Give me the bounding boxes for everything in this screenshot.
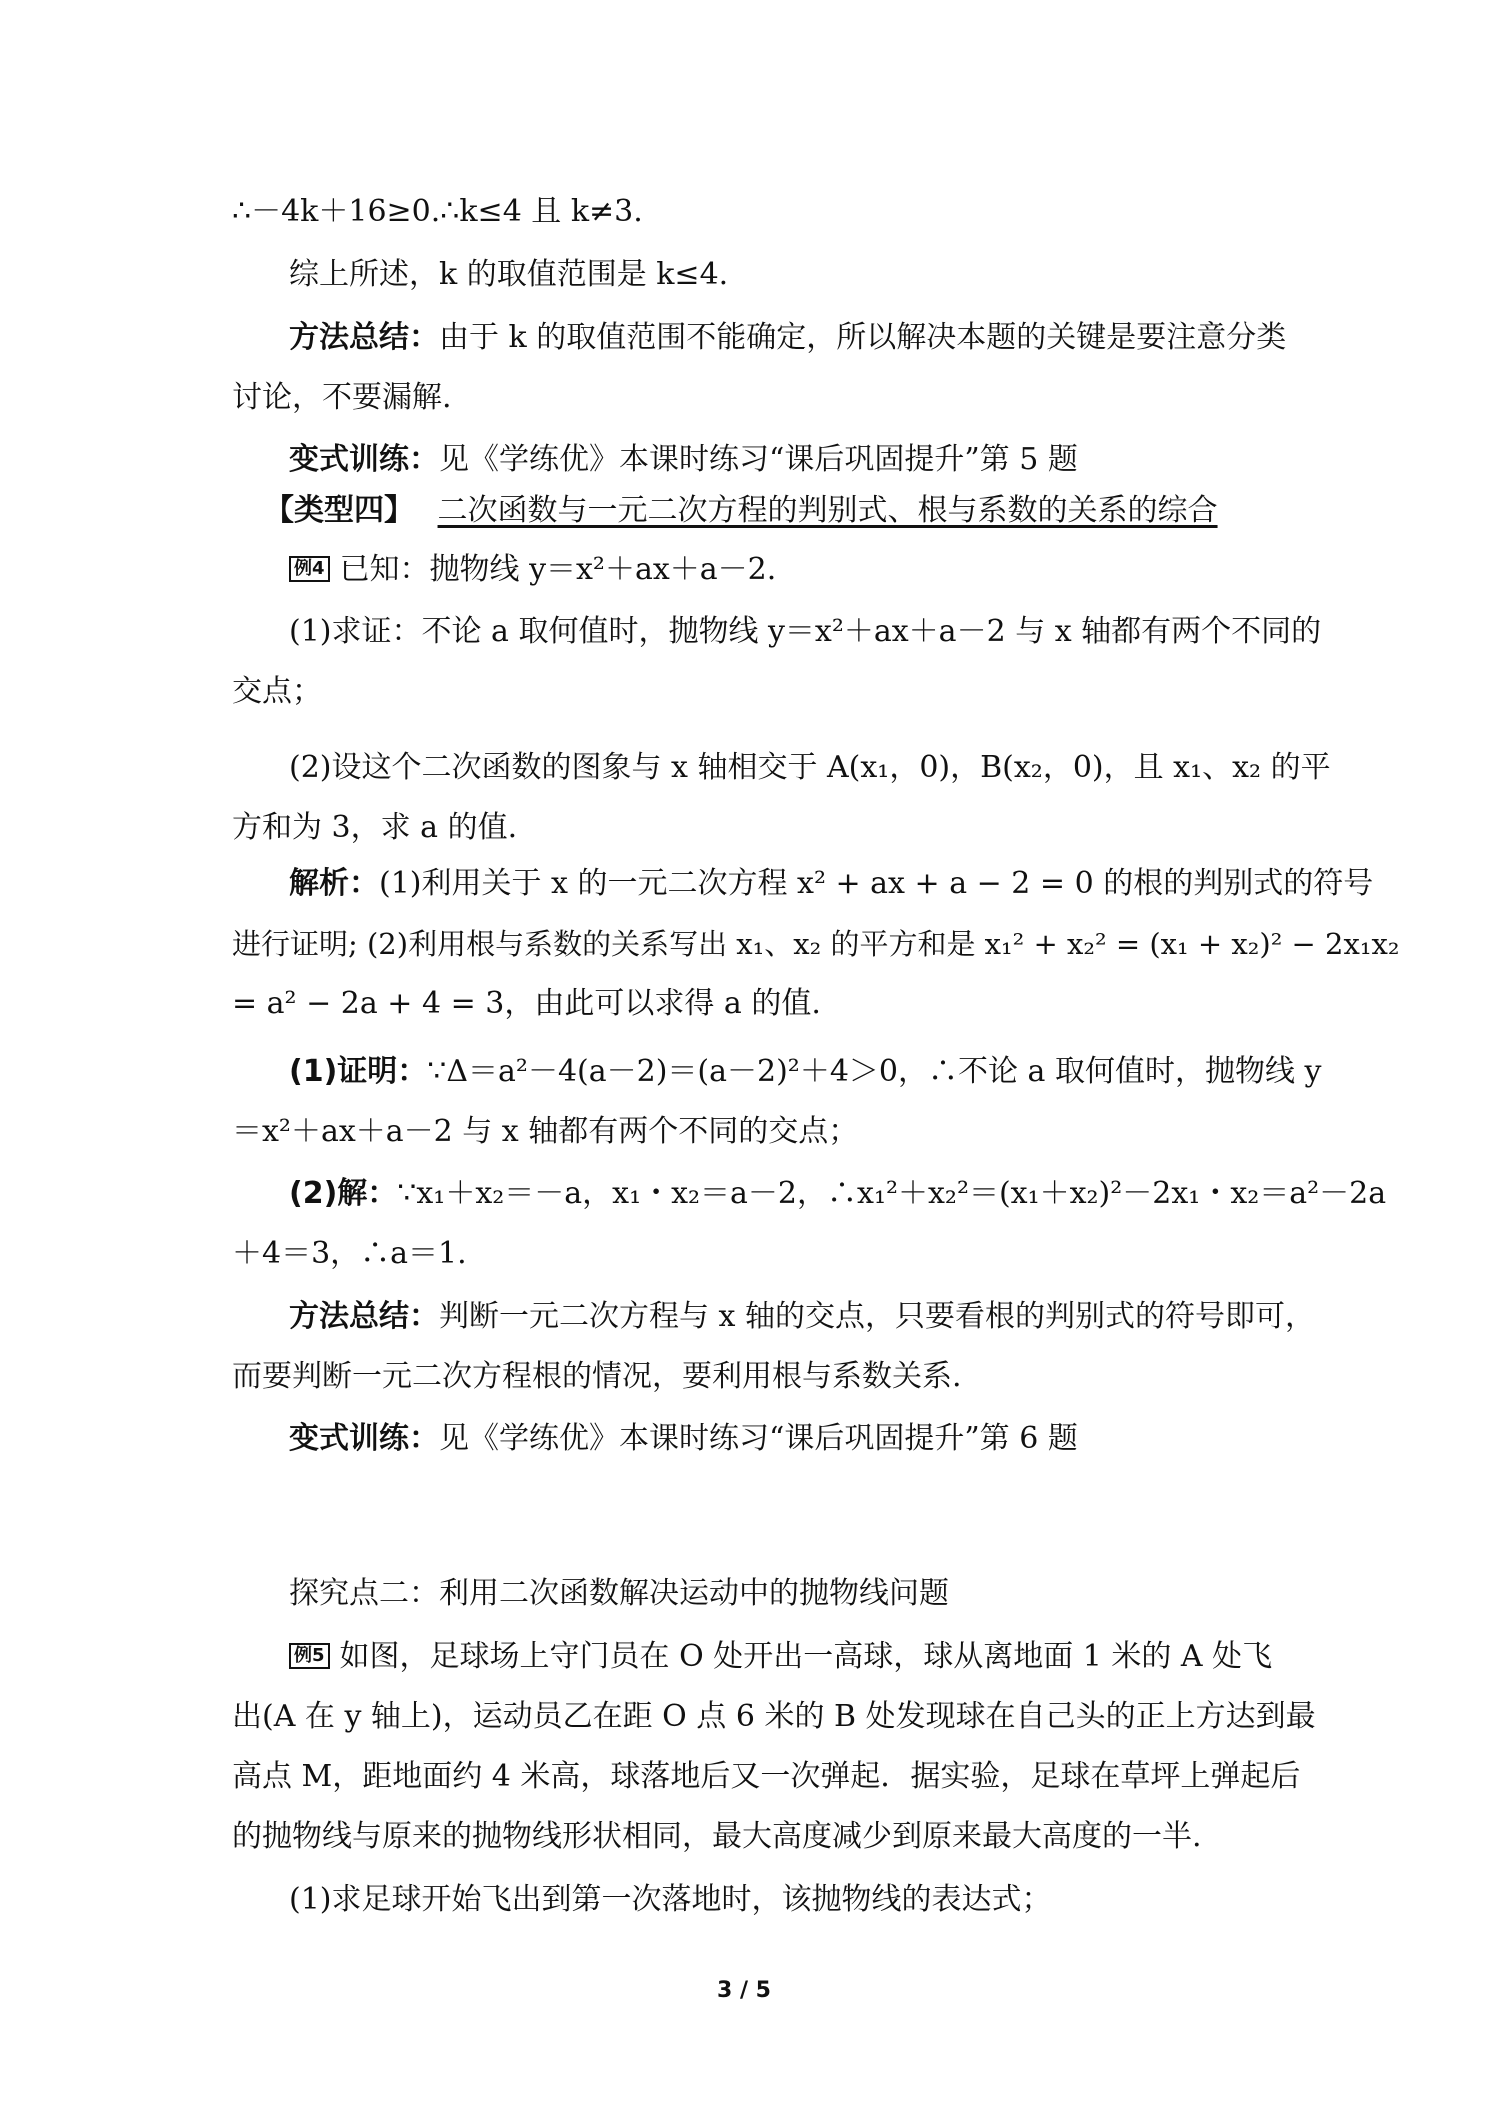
text-line: 综上所述，k 的取值范围是 k≤4.	[289, 257, 729, 292]
page-number: 3 / 5	[717, 1978, 771, 2003]
analysis-label: 解析：	[289, 866, 379, 901]
variant-training-text: 见《学练优》本课时练习“课后巩固提升”第 6 题	[439, 1421, 1078, 1456]
text-line: ＝x²＋ax＋a－2 与 x 轴都有两个不同的交点；	[232, 1114, 859, 1149]
text-line: ＋4＝3，∴a＝1.	[232, 1236, 467, 1271]
example-4-text: 已知：抛物线 y＝x²＋ax＋a－2.	[339, 552, 777, 587]
text-line: (1)求证：不论 a 取何值时，抛物线 y＝x²＋ax＋a－2 与 x 轴都有两个不同的	[289, 614, 1322, 649]
type-four-label: 【类型四】	[264, 493, 414, 528]
variant-training-2	[289, 1419, 1078, 1459]
solution-line	[289, 1174, 1386, 1214]
text-line: 高点 M，距地面约 4 米高，球落地后又一次弹起．据实验，足球在草坪上弹起后	[232, 1759, 1301, 1794]
method-summary-label: 方法总结：	[289, 1299, 439, 1334]
text-line: 方和为 3，求 a 的值.	[232, 810, 518, 845]
explore-point-heading: 探究点二：利用二次函数解决运动中的抛物线问题	[289, 1576, 949, 1611]
variant-training-text: 见《学练优》本课时练习“课后巩固提升”第 5 题	[439, 442, 1078, 477]
proof-text: ∵Δ＝a²－4(a－2)＝(a－2)²＋4＞0，∴不论 a 取何值时，抛物线 y	[427, 1054, 1322, 1089]
analysis-text: (1)利用关于 x 的一元二次方程 x² + ax + a − 2 = 0 的根的判别式的符号	[379, 866, 1374, 901]
example-4-statement	[289, 550, 776, 590]
text-line: 交点；	[232, 674, 322, 709]
text-line: 而要判断一元二次方程根的情况，要利用根与系数关系.	[232, 1359, 962, 1394]
text-line: 讨论，不要漏解.	[232, 380, 452, 415]
example-4-badge: 例4	[289, 556, 330, 582]
variant-training-label: 变式训练：	[289, 442, 439, 477]
variant-training-label: 变式训练：	[289, 1421, 439, 1456]
text-line: = a² − 2a + 4 = 3，由此可以求得 a 的值.	[232, 986, 821, 1021]
proof-line	[289, 1052, 1321, 1092]
text-line: ∴－4k＋16≥0.∴k≤4 且 k≠3.	[232, 194, 643, 229]
example-5-text: 如图，足球场上守门员在 O 处开出一高球，球从离地面 1 米的 A 处飞	[339, 1639, 1273, 1674]
method-summary-label: 方法总结：	[289, 320, 439, 355]
analysis-line	[289, 864, 1373, 904]
method-summary-text: 判断一元二次方程与 x 轴的交点，只要看根的判别式的符号即可，	[439, 1299, 1315, 1334]
text-line: 进行证明; (2)利用根与系数的关系写出 x₁、x₂ 的平方和是 x₁² + x₂² = (x₁ + x₂)² − 2x₁x₂	[232, 927, 1400, 961]
type-four-title: 二次函数与一元二次方程的判别式、根与系数的关系的综合	[437, 493, 1218, 528]
solution-text: ∵x₁＋x₂＝－a，x₁・x₂＝a－2，∴x₁²＋x₂²＝(x₁＋x₂)²－2x₁・x₂＝a²－2a	[397, 1176, 1387, 1211]
method-summary-2	[289, 1297, 1315, 1337]
example-5-badge: 例5	[289, 1643, 330, 1669]
text-line: (1)求足球开始飞出到第一次落地时，该抛物线的表达式；	[289, 1882, 1052, 1917]
example-5-statement	[289, 1637, 1272, 1677]
text-line: 出(A 在 y 轴上)，运动员乙在距 O 点 6 米的 B 处发现球在自己头的正上方达到最	[232, 1699, 1316, 1734]
variant-training-1	[289, 440, 1078, 480]
text-line: (2)设这个二次函数的图象与 x 轴相交于 A(x₁，0)，B(x₂，0)，且 x₁、x₂ 的平	[289, 750, 1331, 785]
method-summary-1	[289, 318, 1286, 358]
method-summary-text: 由于 k 的取值范围不能确定，所以解决本题的关键是要注意分类	[439, 320, 1287, 355]
text-line: 的抛物线与原来的抛物线形状相同，最大高度减少到原来最大高度的一半.	[232, 1819, 1202, 1854]
solution-label: (2)解：	[289, 1176, 398, 1211]
type-four-heading	[264, 491, 1218, 531]
proof-label: (1)证明：	[289, 1054, 428, 1089]
